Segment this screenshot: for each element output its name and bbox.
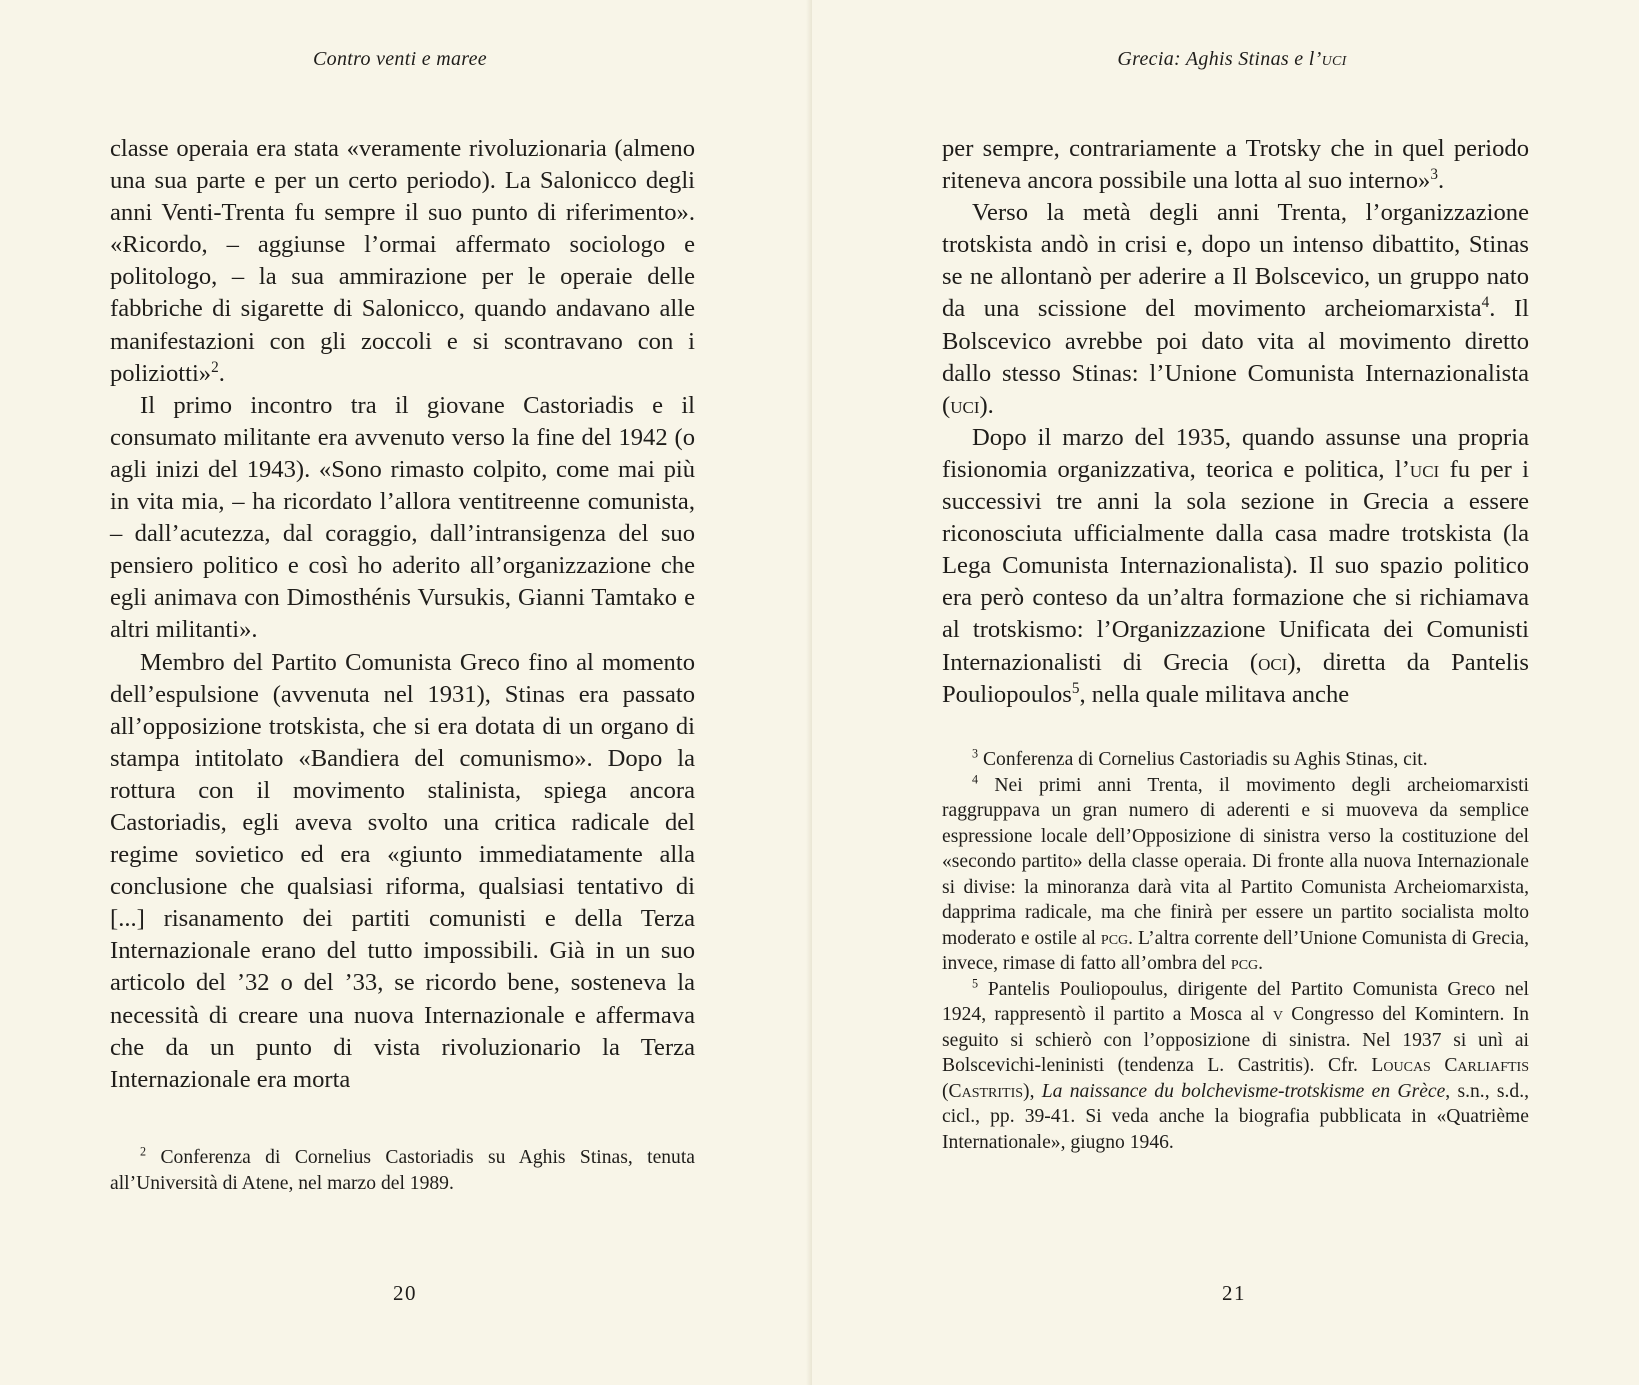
footnote-number: 5 (972, 976, 979, 991)
footnote: $^4$ Nei primi anni Trenta, il movimento degli archeiomarxisti raggruppava un gran numero di aderenti e si muoveva da semplice espressione locale dell’Opposizione di sinistra verso la costituzione del «secondo partito» della classe operaia. Di fronte alla nuova Internazionale si divise: la minoranza darà vita al Partito Comunista Archeiomarxista, dapprima radicale, ma che finirà per essere un partito socialista molto moderato e ostile al pcg. L’altra corrente dell’Unione Comunista di Grecia, invece, rimase di fatto all’ombra del pcg. (942, 772, 1530, 974)
footnotes-right (942, 747, 1529, 1155)
footnote-ref: 4 (1481, 294, 1490, 312)
paragraph: per sempre, contrariamente a Trotsky che in quel periodo riteneva ancora possibile una lotta al suo interno»$^3$. (942, 135, 1529, 195)
running-head-right: Grecia: Aghis Stinas e l’uci (1117, 48, 1347, 70)
left-page (0, 0, 812, 1385)
page-number-right: 21 (1222, 1281, 1246, 1305)
footnotes-left (110, 1145, 695, 1196)
footnote-ref: 5 (1071, 679, 1080, 697)
body-text-right (942, 133, 1529, 711)
page-number-left: 20 (393, 1281, 417, 1305)
footnote-ref: 3 (1430, 165, 1438, 183)
paragraph: Dopo il marzo del 1935, quando assunse una propria fisionomia organizzativa, teorica e politica, l’uci fu per i successivi tre anni la sola sezione in Grecia a essere riconosciuta ufficialmente dalla casa madre trotskista (la Lega Comunista Internazionalista). Il suo spazio politico era però conteso da un’altra formazione che si richiamava al trotskismo: l’Organizzazione Unificata dei Comunisti Internazionalisti di Grecia (oci), diretta da Pantelis Pouliopoulos$^5$, nella quale militava anche (942, 423, 1530, 708)
paragraph: Membro del Partito Comunista Greco fino al momento dell’espulsione (avvenuta nel 1931), Stinas era passato all’opposizione trotskista, che si era dotata di un organo di stampa intitolato «Bandiera del comunismo». Dopo la rottura con il movimento stalinista, spiega ancora Castoriadis, egli aveva svolto una critica radicale del regime sovietico ed era «giunto immediatamente alla conclusione che qualsiasi riforma, qualsiasi tentativo di [...] risanamento dei partiti comunisti e della Terza Internazionale erano del tutto impossibili. Già in un suo articolo del ’32 o del ’33, se ricordo bene, sosteneva la necessità di creare una nuova Internazionale e affermava che da un punto di vista rivoluzionario la Terza Internazionale era morta (110, 648, 695, 1093)
cited-title: La naissance du bolchevisme-trotskisme en Grèce (1041, 1080, 1446, 1102)
running-head-left: Contro venti e maree (313, 48, 487, 70)
paragraph: Il primo incontro tra il giovane Castoriadis e il consumato militante era avvenuto verso la fine del 1942 (o agli inizi del 1943). «Sono rimasto colpito, come mai più in vita mia, – ha ricordato l’allora ventitreenne comunista, – dall’acutezza, dal coraggio, dall’intransigenza del suo pensiero politico e così ho aderito all’organizzazione che egli animava con Dimosthénis Vursukis, Gianni Tamtako e altri militanti». (110, 391, 695, 644)
footnote: $^3$ Conferenza di Cornelius Castoriadis su Aghis Stinas, cit. (972, 746, 1428, 770)
body-text-left (110, 133, 695, 1096)
footnote-number: 2 (140, 1144, 147, 1159)
footnote: $^5$ Pantelis Pouliopoulus, dirigente del Partito Comunista Greco nel 1924, rappresentò il partito a Mosca al v Congresso del Komintern. In seguito si schierò con l’opposizione di sinistra. Nel 1937 si unì ai Bolscevichi-leninisti (tendenza L. Castritis). Cfr. Loucas Carliaftis (Castritis), La naissance du bolchevisme-trotskisme en Grèce, s.n., s.d., cicl., pp. 39-41. Si veda anche la biografia pubblicata in «Quatrième Internationale», giugno 1946. (942, 976, 1529, 1153)
footnote-number: 4 (972, 772, 979, 787)
footnote: $^2$ Conferenza di Cornelius Castoriadis su Aghis Stinas, tenuta all’Università di Atene, nel marzo del 1989. (110, 1144, 695, 1194)
footnote-ref: 2 (211, 358, 219, 376)
paragraph: classe operaia era stata «veramente rivoluzionaria (almeno una sua parte e per un certo periodo). La Salonicco degli anni Venti-Trenta fu sempre il suo punto di riferimento». «Ricordo, – aggiunse l’ormai affermato sociologo e politologo, – la sua ammirazione per le operaie delle fabbriche di sigarette di Salonicco, quando andavano alle manifestazioni con gli zoccoli e si scontravano con i poliziotti»$^2$. (110, 135, 695, 387)
paragraph: Verso la metà degli anni Trenta, l’organizzazione trotskista andò in crisi e, dopo un intenso dibattito, Stinas se ne allontanò per aderire a Il Bolscevico, un gruppo nato da una scissione del movimento archeiomarxista$^4$. Il Bolscevico avrebbe poi dato vita al movimento diretto dallo stesso Stinas: l’Unione Comunista Internazionalista (uci). (942, 199, 1529, 419)
right-page (812, 0, 1639, 1385)
cited-author: Loucas Carliaftis (Castritis) (942, 1055, 1529, 1102)
footnote-number: 3 (972, 746, 979, 761)
